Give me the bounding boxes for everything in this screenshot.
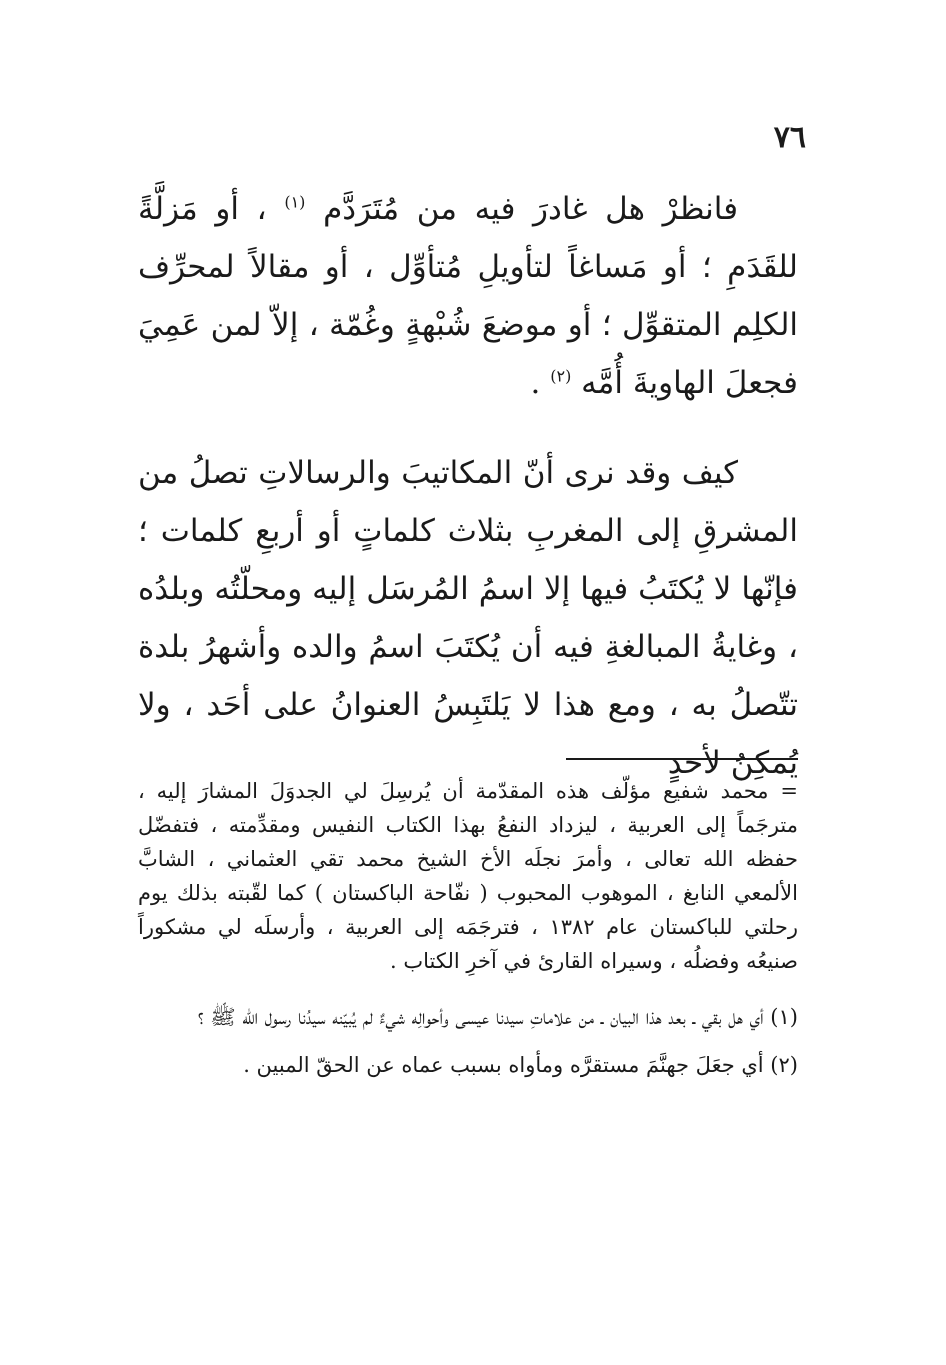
paragraph-1 [138,180,798,412]
footnote-continuation: = محمد شفيع مؤلّف هذه المقدّمة أن يُرسِلَ لي الجدوَلَ المشارَ إليه ، مترجَماً إلى العربية ، ليزداد النفعُ بهذا الكتاب النفيس ومقدِّمته ، فتفضّل حفظه الله تعالى ، وأمرَ نجلَه الأخ الشيخ محمد تقي العثماني ، الشابَّ الألمعي النابغ ، الموهوب المحبوب ( نفّاحة الباكستان ) كما لقّبته بذلك يوم رحلتي للباكستان عام ١٣٨٢ ، فترجَمَه إلى العربية ، وأرسلَه لي مشكوراً صنيعُه وفضلُه ، وسيراه القارئ في آخرِ الكتاب . [138,779,798,973]
footnote-2: (٢) أي جعَلَ جهنَّمَ مستقرَّه ومأواه بسبب عماه عن الحقّ المبين . [243,1053,798,1077]
page-number: ٧٦ [773,120,806,155]
paragraph-2: كيف وقد نرى أنّ المكاتيبَ والرسالاتِ تصلُ من المشرقِ إلى المغربِ بثلاث كلماتٍ أو أربعِ كلمات ؛ فإنّها لا يُكتَبُ فيها إلا اسمُ المُرسَل إليه ومحلّتُه وبلدُه ، وغايةُ المبالغةِ فيه أن يُكتَبَ اسمُ والده وأشهرُ بلدة تتّصلُ به ، ومع هذا لا يَلتَبِسُ العنوانُ على أحَد ، ولا يُمكِنُ لأحدٍ [138,455,798,781]
footnote-ref-2: (٢) [550,366,572,386]
footnote-ref-1: (١) [284,192,306,212]
footnote-separator [566,758,798,760]
footnote-1: (١) أي هل بقي ـ بعد هذا البيان ـ من علاماتِ سيدنا عيسى وأحوالِه شيءٌ لم يُبيّنه سيدُنا رسول الله ﷺ ؟ [197,1005,798,1029]
main-text [138,180,798,792]
paragraph-1-text-cont: ، أو مَزلَّةً للقَدَمِ ؛ أو مَساغاً لتأويلِ مُتأوِّل ، أو مقالاً لمحرِّف الكلِم المتقوِّل ؛ أو موضعَ شُبْهةٍ وغُمّة ، إلاّ لمن عَمِيَ فجعلَ الهاويةَ أُمَّه [138,191,798,401]
paragraph-1-text: فانظرْ هل غادرَ فيه من مُتَرَدَّم [323,191,739,227]
paragraph-1-end: . [530,365,541,401]
footnotes [138,774,798,1096]
